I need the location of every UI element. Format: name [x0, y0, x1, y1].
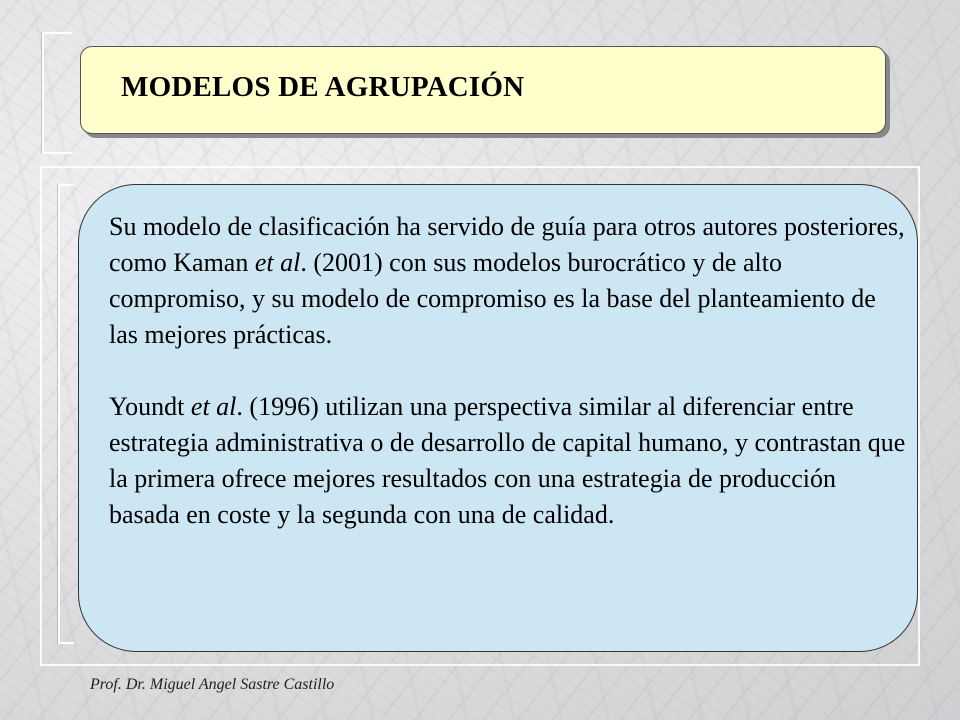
paragraph-1 — [109, 209, 909, 353]
frame-line-top-right — [40, 166, 920, 168]
frame-line-bottom — [40, 664, 920, 666]
frame-line-right — [918, 166, 920, 666]
paragraph-1-text-b: . (2001) con sus modelos burocrático y de alto compromiso, y su modelo de compromiso es la base del planteamiento de las mejores prácticas. — [109, 248, 876, 349]
content-bracket-decoration — [58, 184, 74, 644]
footer-author: Prof. Dr. Miguel Angel Sastre Castillo — [90, 676, 335, 693]
title-bracket-decoration — [42, 32, 72, 154]
paragraph-2-italic: et al — [190, 392, 237, 421]
content-box — [78, 184, 918, 652]
paragraph-2 — [109, 389, 909, 533]
paragraph-1-text-a: Su modelo de clasificación ha servido de guía para otros autores posteriores, como Kaman — [109, 212, 905, 277]
title-box — [80, 46, 886, 134]
paragraph-2-text-a: Youndt — [109, 392, 191, 421]
paragraph-1-italic: et al — [254, 248, 301, 277]
slide-title: MODELOS DE AGRUPACIÓN — [121, 71, 525, 103]
content-text — [109, 209, 909, 533]
frame-line-left — [40, 166, 42, 666]
paragraph-2-text-b: . (1996) utilizan una perspectiva similar al diferenciar entre estrategia administrativa o de desarrollo de capital humano, y contrastan que la primera ofrece mejores resultados con una estrategia de producción basada en coste y la segunda con una de calidad. — [109, 392, 906, 529]
